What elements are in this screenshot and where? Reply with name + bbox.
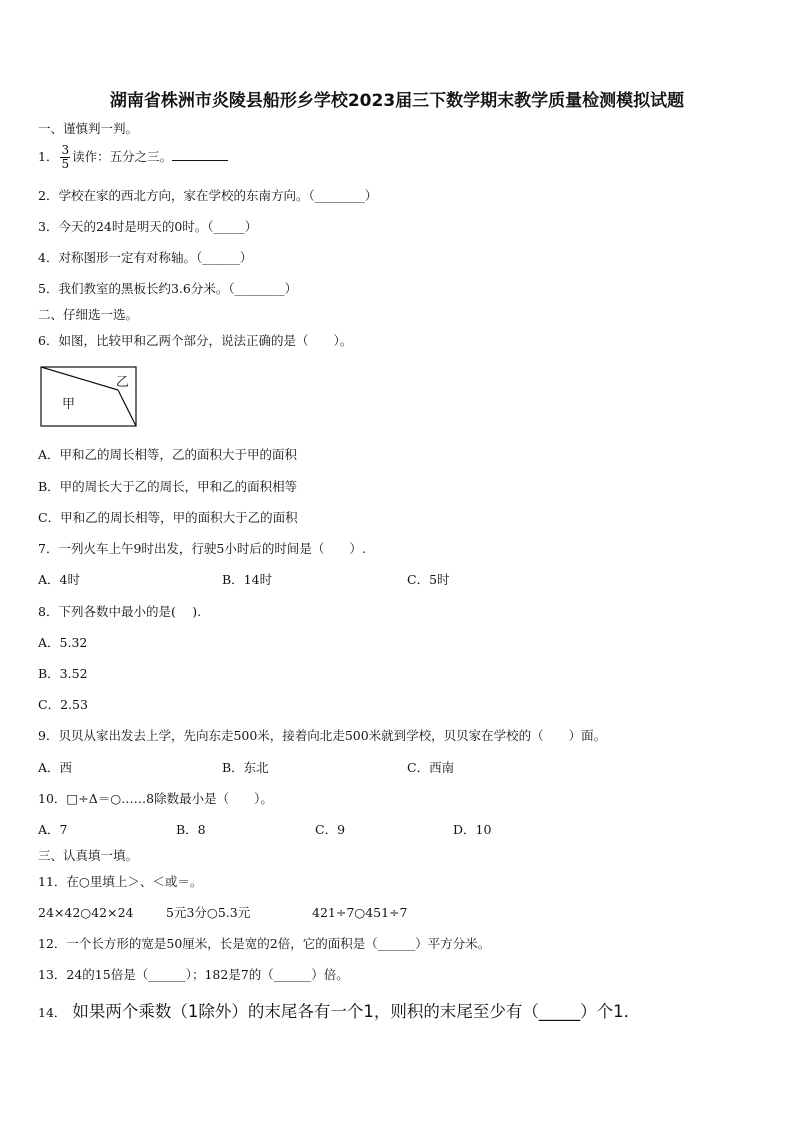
question-9-option-a[interactable]: A．西: [38, 760, 73, 775]
question-1-text: 读作：五分之三。: [72, 149, 173, 164]
question-2: 2．学校在家的西北方向，家在学校的东南方向。（________）: [38, 188, 378, 203]
figure-divider-lower: [118, 390, 136, 426]
question-13: 13．24的15倍是（______）；182是7的（______）倍。: [38, 967, 349, 982]
question-14-text: 如果两个乘数（1除外）的末尾各有一个1，则积的末尾至少有（_____）个1．: [72, 1002, 641, 1021]
question-12: 12．一个长方形的宽是50厘米，长是宽的2倍，它的面积是（______）平方分米。: [38, 936, 491, 951]
question-6-option-b[interactable]: B．甲的周长大于乙的周长，甲和乙的面积相等: [38, 479, 298, 494]
section-heading-1: 一、谨慎判一判。: [38, 121, 139, 136]
question-11-stem: 11．在○里填上＞、＜或＝。: [38, 874, 203, 889]
question-6-option-c[interactable]: C．甲和乙的周长相等，甲的面积大于乙的面积: [38, 510, 298, 525]
question-7-option-b[interactable]: B．14时: [222, 572, 273, 587]
question-9-option-c[interactable]: C．西南: [407, 760, 455, 775]
question-8-option-a[interactable]: A．5.32: [38, 635, 88, 650]
question-8-option-c[interactable]: C．2.53: [38, 697, 88, 712]
question-8-option-b[interactable]: B．3.52: [38, 666, 88, 681]
figure-divider-upper: [41, 367, 118, 390]
question-7-option-c[interactable]: C．5时: [407, 572, 450, 587]
section-heading-2: 二、仔细选一选。: [38, 307, 139, 322]
question-3: 3．今天的24时是明天的0时。（_____）: [38, 219, 258, 234]
question-10-stem: 10．□÷Δ＝○……8除数最小是（ ）。: [38, 791, 273, 806]
question-10-option-d[interactable]: D．10: [453, 822, 492, 837]
question-9-stem: 9．贝贝从家出发去上学，先向东走500米，接着向北走500米就到学校，贝贝家在学校的（ ）面。: [38, 728, 607, 743]
question-7-stem: 7．一列火车上午9时出发，行驶5小时后的时间是（ ）.: [38, 541, 366, 556]
question-6-option-a[interactable]: A．甲和乙的周长相等，乙的面积大于甲的面积: [38, 447, 298, 462]
question-6-stem: 6．如图，比较甲和乙两个部分，说法正确的是（ ）。: [38, 333, 353, 348]
section-heading-3: 三、认真填一填。: [38, 848, 139, 863]
question-14-number: 14．: [38, 1005, 67, 1020]
fraction-numerator: 3: [61, 143, 70, 157]
question-10-option-a[interactable]: A．7: [38, 822, 68, 837]
question-1: [38, 142, 228, 172]
question-10-option-b[interactable]: B．8: [176, 822, 206, 837]
page-title: 湖南省株洲市炎陵县船形乡学校2023届三下数学期末教学质量检测模拟试题: [109, 91, 685, 111]
fraction: [60, 144, 70, 171]
question-9-option-b[interactable]: B．东北: [222, 760, 269, 775]
question-5: 5．我们教室的黑板长约3.6分米。（________）: [38, 281, 298, 296]
question-6-figure: [40, 366, 140, 430]
figure-label-jia: 甲: [62, 397, 76, 412]
question-4: 4．对称图形一定有对称轴。（______）: [38, 250, 253, 265]
question-11-item-2[interactable]: 5元3分○5.3元: [166, 905, 251, 920]
fraction-denominator: 5: [61, 157, 70, 171]
figure-label-yi: 乙: [116, 375, 130, 390]
question-10-option-c[interactable]: C．9: [315, 822, 346, 837]
question-11-item-3[interactable]: 421÷7○451÷7: [312, 905, 408, 920]
question-11-item-1[interactable]: 24×42○42×24: [38, 905, 134, 920]
question-14: [38, 1001, 640, 1024]
question-7-option-a[interactable]: A．4时: [38, 572, 80, 587]
question-1-number: 1．: [38, 149, 59, 164]
question-8-stem: 8．下列各数中最小的是( ).: [38, 604, 202, 619]
answer-blank[interactable]: [172, 148, 228, 161]
